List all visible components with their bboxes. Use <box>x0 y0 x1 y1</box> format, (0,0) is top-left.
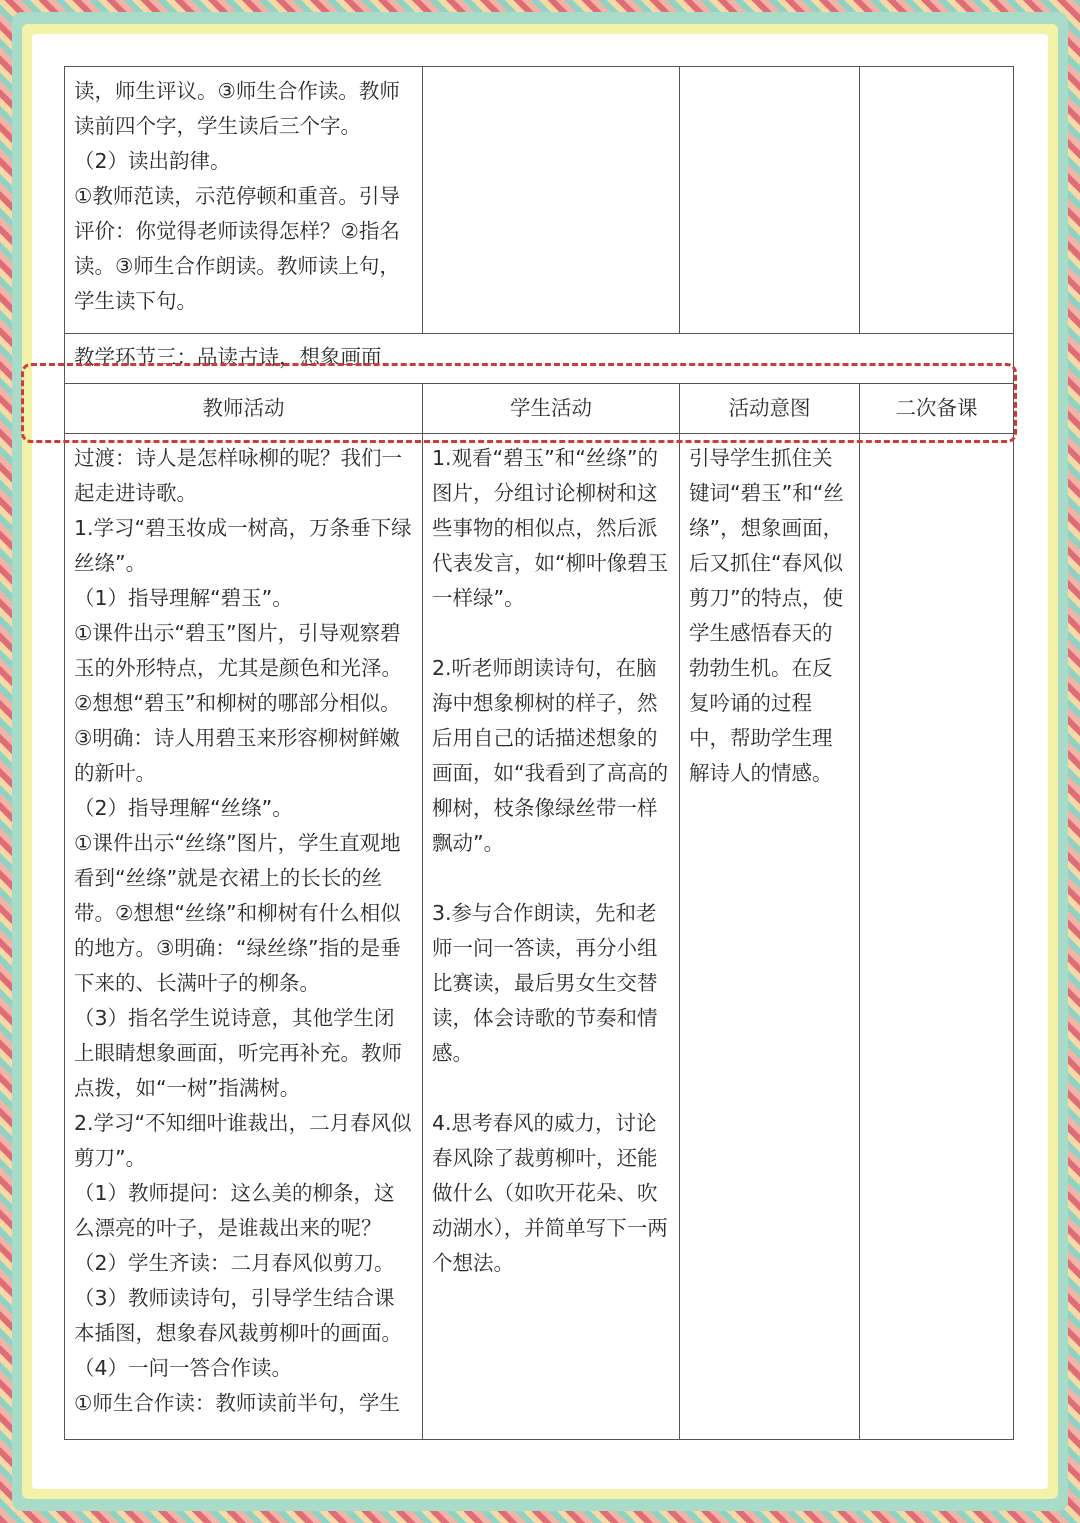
lesson-plan-table <box>64 66 1014 1440</box>
section-title: 教学环节三：品读古诗，想象画面 <box>65 334 1014 384</box>
table-row <box>65 434 1014 1440</box>
header-second-prep: 二次备课 <box>860 384 1014 434</box>
student-activity-cell: 1.观看“碧玉”和“丝绦”的图片，分组讨论柳树和这些事物的相似点，然后派代表发言，如“柳叶像碧玉一样绿”。 2.听老师朗读诗句，在脑海中想象柳树的样子，然后用自己的话描述想象的画面，如“我看到了高高的柳树，枝条像绿丝带一样飘动”。 3.参与合作朗读，先和老师一问一答读，再分小组比赛读，最后男女生交替读，体会诗歌的节奏和情感。 4.思考春风的威力，讨论春风除了裁剪柳叶，还能做什么（如吹开花朵、吹动湖水），并简单写下一两个想法。 <box>423 434 680 1440</box>
teacher-activity-cell: 过渡：诗人是怎样咏柳的呢？我们一起走进诗歌。 1.学习“碧玉妆成一树高，万条垂下绿丝绦”。 （1）指导理解“碧玉”。 ①课件出示“碧玉”图片，引导观察碧玉的外形特点，尤其是颜色和光泽。②想想“碧玉”和柳树的哪部分相似。③明确：诗人用碧玉来形容柳树鲜嫩的新叶。 （2）指导理解“丝绦”。 ①课件出示“丝绦”图片，学生直观地看到“丝绦”就是衣裙上的长长的丝带。②想想“丝绦”和柳树有什么相似的地方。③明确：“绿丝绦”指的是垂下来的、长满叶子的柳条。 （3）指名学生说诗意，其他学生闭上眼睛想象画面，听完再补充。教师点拨，如“一树”指满树。 2.学习“不知细叶谁裁出，二月春风似剪刀”。 （1）教师提问：这么美的柳条，这么漂亮的叶子，是谁裁出来的呢？ （2）学生齐读：二月春风似剪刀。 （3）教师读诗句，引导学生结合课本插图，想象春风裁剪柳叶的画面。 （4）一问一答合作读。 ①师生合作读：教师读前半句，学生 <box>65 434 423 1440</box>
teacher-activity-cell: 读，师生评议。③师生合作读。教师读前四个字，学生读后三个字。 （2）读出韵律。 ①教师范读，示范停顿和重音。引导评价：你觉得老师读得怎样？②指名读。③师生合作朗读。教师读上句，学生读下句。 <box>65 67 423 334</box>
student-activity-cell <box>423 67 680 334</box>
header-teacher-activity: 教师活动 <box>65 384 423 434</box>
header-student-activity: 学生活动 <box>423 384 680 434</box>
header-row <box>65 384 1014 434</box>
second-prep-cell <box>860 67 1014 334</box>
activity-intent-cell <box>680 67 860 334</box>
activity-intent-cell: 引导学生抓住关键词“碧玉”和“丝绦”，想象画面，后又抓住“春风似剪刀”的特点，使学生感悟春天的勃勃生机。在反复吟诵的过程中，帮助学生理解诗人的情感。 <box>680 434 860 1440</box>
second-prep-cell <box>860 434 1014 1440</box>
section-title-row <box>65 334 1014 384</box>
header-activity-intent: 活动意图 <box>680 384 860 434</box>
table-row <box>65 67 1014 334</box>
